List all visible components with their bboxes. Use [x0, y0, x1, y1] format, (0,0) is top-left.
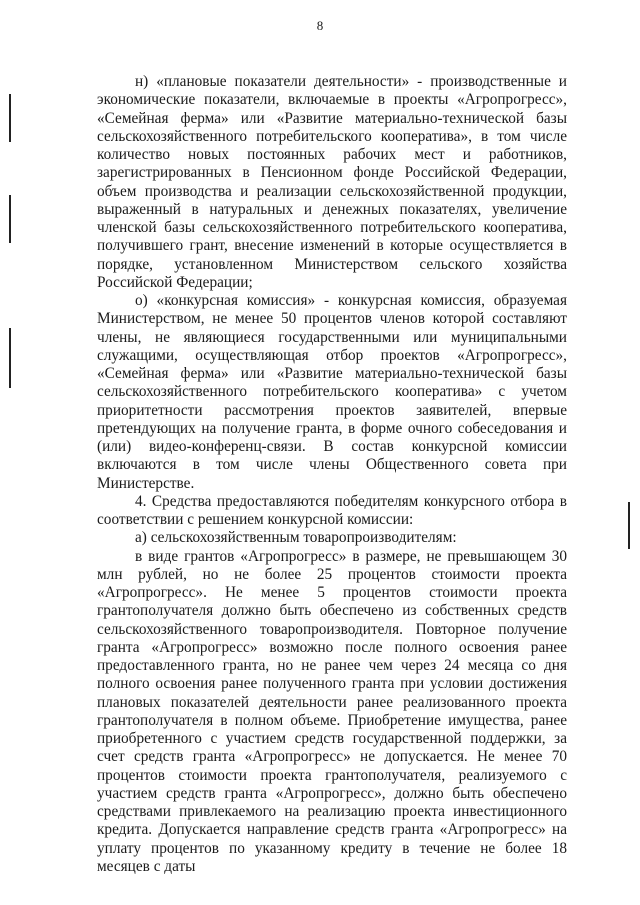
- revision-bar: [9, 94, 11, 142]
- paragraph-item-n: н) «плановые показатели деятельности» - производственные и экономические показатели, включаемые в проекты «Агропрогресс», «Семейная ферма» или «Развитие материально-технической базы сельскохозяйственного потребительского кооператива», в том числе количество новых постоянных рабочих мест и работников, зарегистрированных в Пенсионном фонде Российской Федерации, объем производства и реализации сельскохозяйственной продукции, выраженный в натуральных и денежных показателях, увеличение членской базы сельскохозяйственного потребительского кооператива, получившего грант, внесение изменений в которые осуществляется в порядке, установленном Министерством сельского хозяйства Российской Федерации;: [97, 73, 567, 291]
- revision-bar: [628, 502, 630, 549]
- page-number: 8: [316, 18, 324, 33]
- paragraph-subclause-a: а) сельскохозяйственным товаропроизводителям:: [135, 529, 457, 547]
- revision-bar: [9, 195, 11, 243]
- revision-bar: [9, 328, 11, 388]
- paragraph-item-o: о) «конкурсная комиссия» - конкурсная комиссия, образуемая Министерством, не менее 50 процентов членов которой составляют члены, не являющиеся государственными или муниципальными служащими, осуществляющая отбор проектов «Агропрогресс», «Семейная ферма» или «Развитие материально-технической базы сельскохозяйственного потребительского кооператива» с учетом приоритетности рассмотрения проектов заявителей, впервые претендующих на получение гранта, в форме очного собеседования и (или) видео-конференц-связи. В состав конкурсной комиссии включаются в том числе члены Общественного совета при Министерстве.: [97, 292, 567, 492]
- paragraph-clause-4: 4. Средства предоставляются победителям конкурсного отбора в соответствии с решением конкурсной комиссии:: [97, 492, 567, 528]
- paragraph-grant-agroprogress: в виде грантов «Агропрогресс» в размере, не превышающем 30 млн рублей, но не более 25 процентов стоимости проекта «Агропрогресс». Не менее 5 процентов стоимости проекта грантополучателя должно быть обеспечено из собственных средств сельскохозяйственного товаропроизводителя. Повторное получение гранта «Агропрогресс» возможно после полного освоения ранее предоставленного гранта, но не ранее чем через 24 месяца со дня полного освоения ранее полученного гранта при условии достижения плановых показателей деятельности ранее реализованного проекта грантополучателя в полном объеме. Приобретение имущества, ранее приобретенного с участием средств государственной поддержки, за счет средств гранта «Агропрогресс» не допускается. Не менее 70 процентов стоимости проекта грантополучателя, реализуемого с участием средств гранта «Агропрогресс», должно быть обеспечено средствами привлекаемого на реализацию проекта инвестиционного кредита. Допускается направление средств гранта «Агропрогресс» на уплату процентов по указанному кредиту в течение не более 18 месяцев с даты: [97, 547, 567, 875]
- document-body: [97, 73, 567, 876]
